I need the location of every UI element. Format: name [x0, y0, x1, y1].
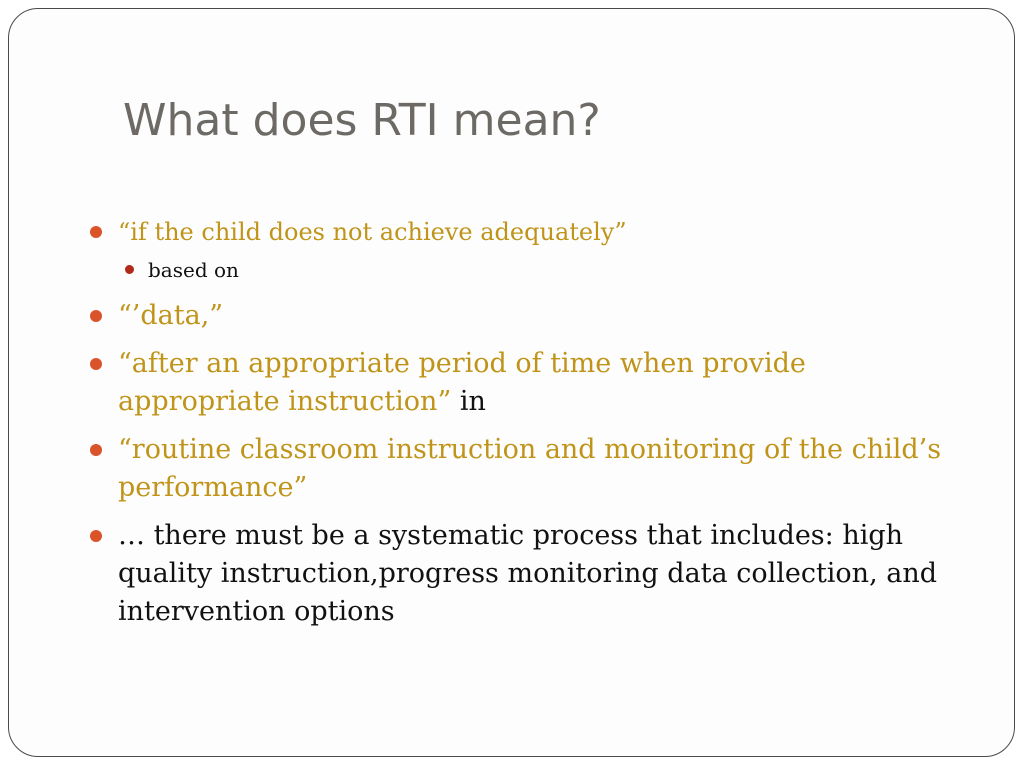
- bullet-quote-text: “after an appropriate period of time when provide appropriate instruction”: [118, 348, 806, 417]
- bullet-item: [87, 345, 967, 421]
- bullet-tail-text: in: [451, 386, 486, 417]
- sub-bullet-item: [87, 255, 967, 285]
- slide-frame: [8, 8, 1015, 757]
- bullet-list: [87, 213, 967, 641]
- bullet-dot-icon: [90, 444, 102, 456]
- slide-title: What does RTI mean?: [123, 95, 601, 146]
- bullet-item: [87, 297, 967, 335]
- bullet-quote-text: “’data,”: [118, 300, 224, 331]
- sub-bullet-dot-icon: [125, 265, 134, 274]
- bullet-item: [87, 517, 967, 631]
- sub-bullet-text: based on: [148, 258, 239, 282]
- bullet-quote-text: “routine classroom instruction and monitoring of the child’s performance”: [118, 434, 942, 503]
- bullet-dot-icon: [90, 358, 102, 370]
- bullet-dot-icon: [90, 310, 102, 322]
- bullet-item: [87, 431, 967, 507]
- bullet-dot-icon: [90, 226, 102, 238]
- bullet-item: [87, 213, 967, 251]
- bullet-quote-text: “if the child does not achieve adequately”: [118, 218, 627, 246]
- bullet-dot-icon: [90, 530, 102, 542]
- bullet-body-text: … there must be a systematic process that includes: high quality instruction,progress monitoring data collection, and intervention options: [118, 520, 938, 627]
